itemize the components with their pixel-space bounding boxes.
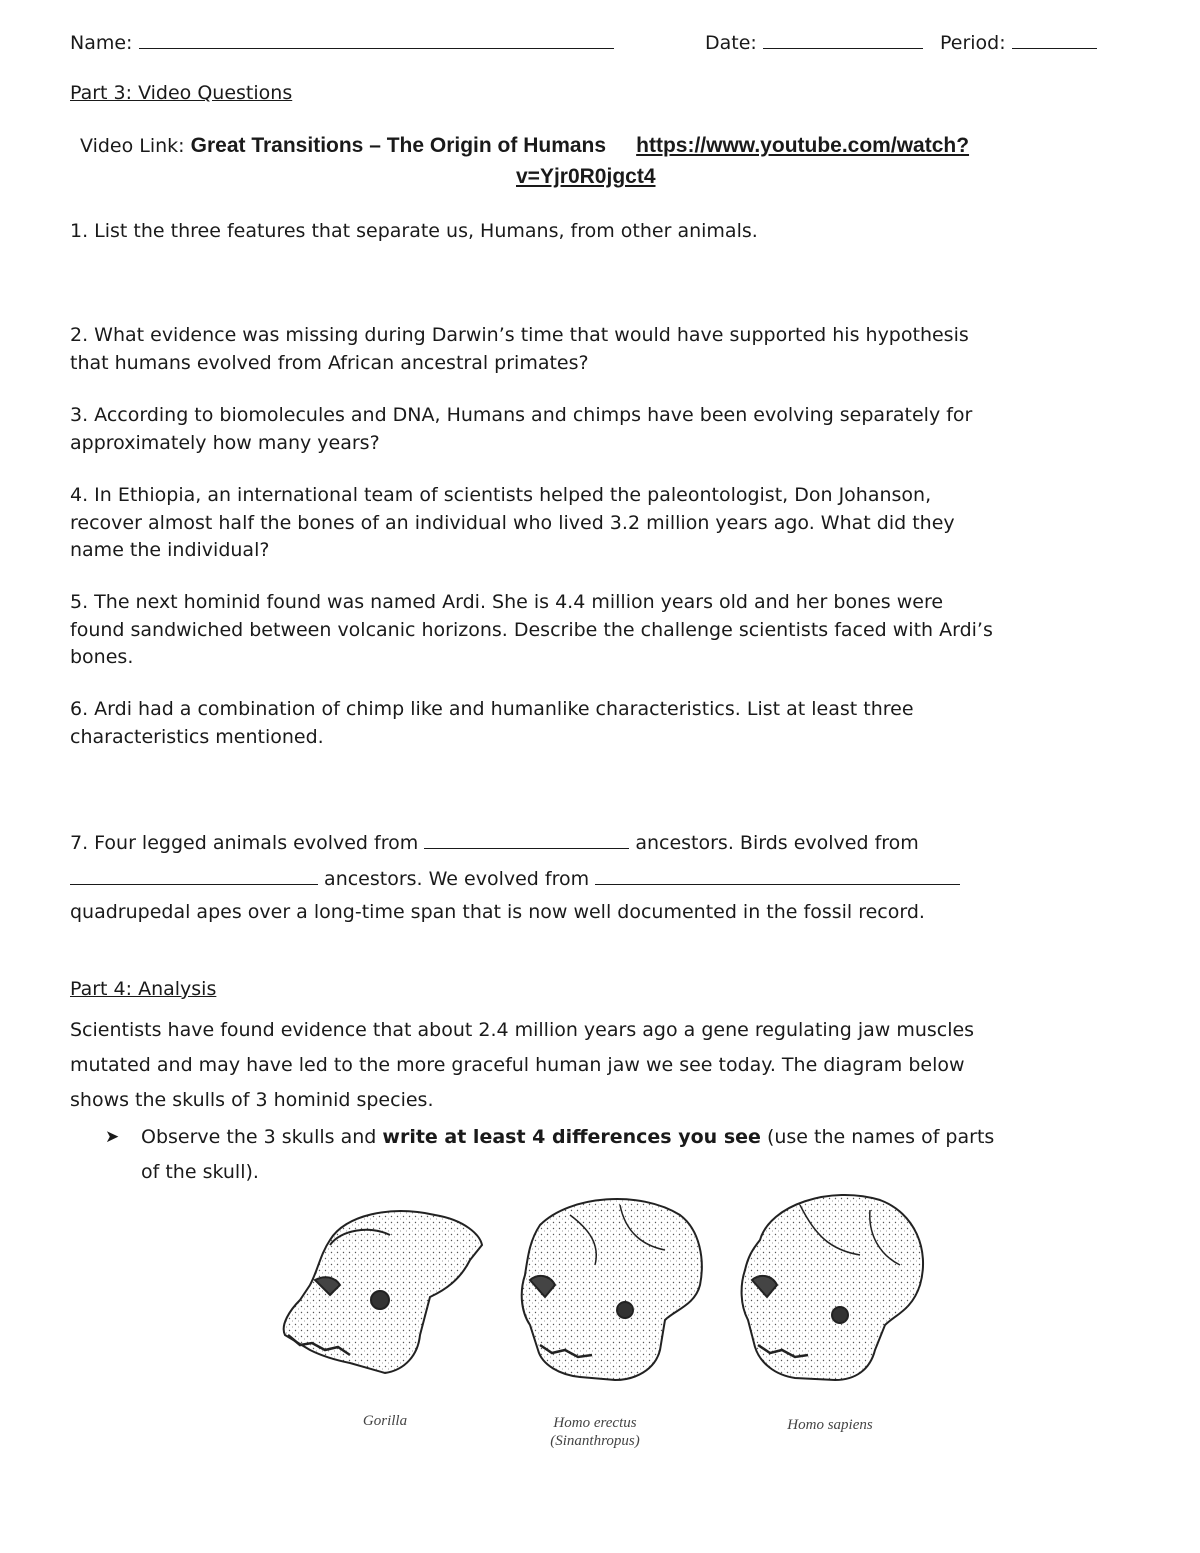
arrow-bullet-icon: ➤ (105, 1127, 120, 1147)
bullet-text-post: (use the names of parts (760, 1126, 995, 1148)
question-4-line1: 4. In Ethiopia, an international team of scientists helped the paleontologist, Don Johanson, (70, 484, 932, 506)
date-blank[interactable] (763, 28, 923, 49)
question-7 (70, 828, 1130, 923)
q7-blank-2[interactable] (70, 864, 318, 885)
bullet-text-bold: write at least 4 differences you see (382, 1126, 761, 1148)
question-7-part-b: ancestors. Birds evolved from (635, 832, 919, 854)
question-5-line3: bones. (70, 646, 134, 668)
question-4 (70, 482, 1125, 565)
question-4-line2: recover almost half the bones of an individual who lived 3.2 million years ago. What did they (70, 511, 955, 534)
caption-homo-erectus: Homo erectus (553, 1415, 637, 1431)
skulls-figure (270, 1185, 940, 1460)
question-7-part-c: ancestors. We evolved from (324, 868, 590, 890)
bullet-text-pre: Observe the 3 skulls and (141, 1126, 383, 1148)
homo-erectus-skull-icon (522, 1199, 702, 1380)
video-label: Video Link: (80, 135, 185, 157)
date-field[interactable] (705, 28, 923, 54)
name-label: Name: (70, 32, 133, 54)
video-link-line (80, 134, 1130, 158)
question-3 (70, 402, 1125, 457)
question-7-part-d: quadrupedal apes over a long-time span that is now well documented in the fossil record. (70, 901, 925, 923)
period-blank[interactable] (1012, 28, 1097, 49)
part3-title: Part 3: Video Questions (70, 82, 293, 104)
homo-sapiens-skull-icon (742, 1195, 923, 1380)
name-field[interactable] (70, 28, 614, 54)
question-4-line3: name the individual? (70, 539, 270, 561)
video-url-line2[interactable]: v=Yjr0R0jgct4 (516, 165, 656, 188)
question-6-line2: characteristics mentioned. (70, 725, 324, 748)
date-label: Date: (705, 32, 757, 54)
question-2-line1: 2. What evidence was missing during Darwin’s time that would have supported his hypothesis (70, 324, 969, 346)
skulls-illustration (270, 1185, 940, 1415)
period-label: Period: (940, 32, 1006, 54)
question-5-line2: found sandwiched between volcanic horizons. Describe the challenge scientists faced with Ardi’s (70, 618, 993, 641)
question-5 (70, 589, 1125, 672)
question-2-line2: that humans evolved from African ancestral primates? (70, 351, 589, 374)
video-title: Great Transitions – The Origin of Humans (190, 134, 607, 157)
video-url-line1[interactable]: https://www.youtube.com/watch? (636, 134, 970, 157)
question-3-line1: 3. According to biomolecules and DNA, Humans and chimps have been evolving separately for (70, 404, 973, 426)
q7-blank-3[interactable] (595, 864, 960, 885)
part4-line3: shows the skulls of 3 hominid species. (70, 1089, 434, 1111)
question-6 (70, 696, 1125, 751)
part4-line2: mutated and may have led to the more graceful human jaw we see today. The diagram below (70, 1054, 965, 1076)
part4-bullet (105, 1120, 1125, 1190)
name-blank[interactable] (139, 28, 614, 49)
question-1-text: 1. List the three features that separate us, Humans, from other animals. (70, 220, 758, 242)
part4-title: Part 4: Analysis (70, 978, 217, 1000)
question-3-line2: approximately how many years? (70, 431, 380, 454)
question-6-line1: 6. Ardi had a combination of chimp like and humanlike characteristics. List at least three (70, 698, 914, 720)
part4-paragraph (70, 1013, 1130, 1118)
q7-blank-1[interactable] (424, 828, 629, 849)
period-field[interactable] (940, 28, 1097, 54)
question-7-part-a: 7. Four legged animals evolved from (70, 832, 419, 854)
caption-homo-sapiens: Homo sapiens (787, 1417, 873, 1433)
gorilla-skull-icon (284, 1211, 482, 1373)
caption-gorilla: Gorilla (362, 1413, 408, 1429)
part4-line1: Scientists have found evidence that about 2.4 million years ago a gene regulating jaw muscles (70, 1019, 975, 1041)
question-1 (70, 218, 1125, 246)
caption-sinanthropus: (Sinanthropus) (550, 1433, 640, 1449)
bullet-text-line2: of the skull). (141, 1161, 259, 1183)
question-5-line1: 5. The next hominid found was named Ardi. She is 4.4 million years old and her bones were (70, 591, 944, 613)
question-2 (70, 322, 1125, 377)
